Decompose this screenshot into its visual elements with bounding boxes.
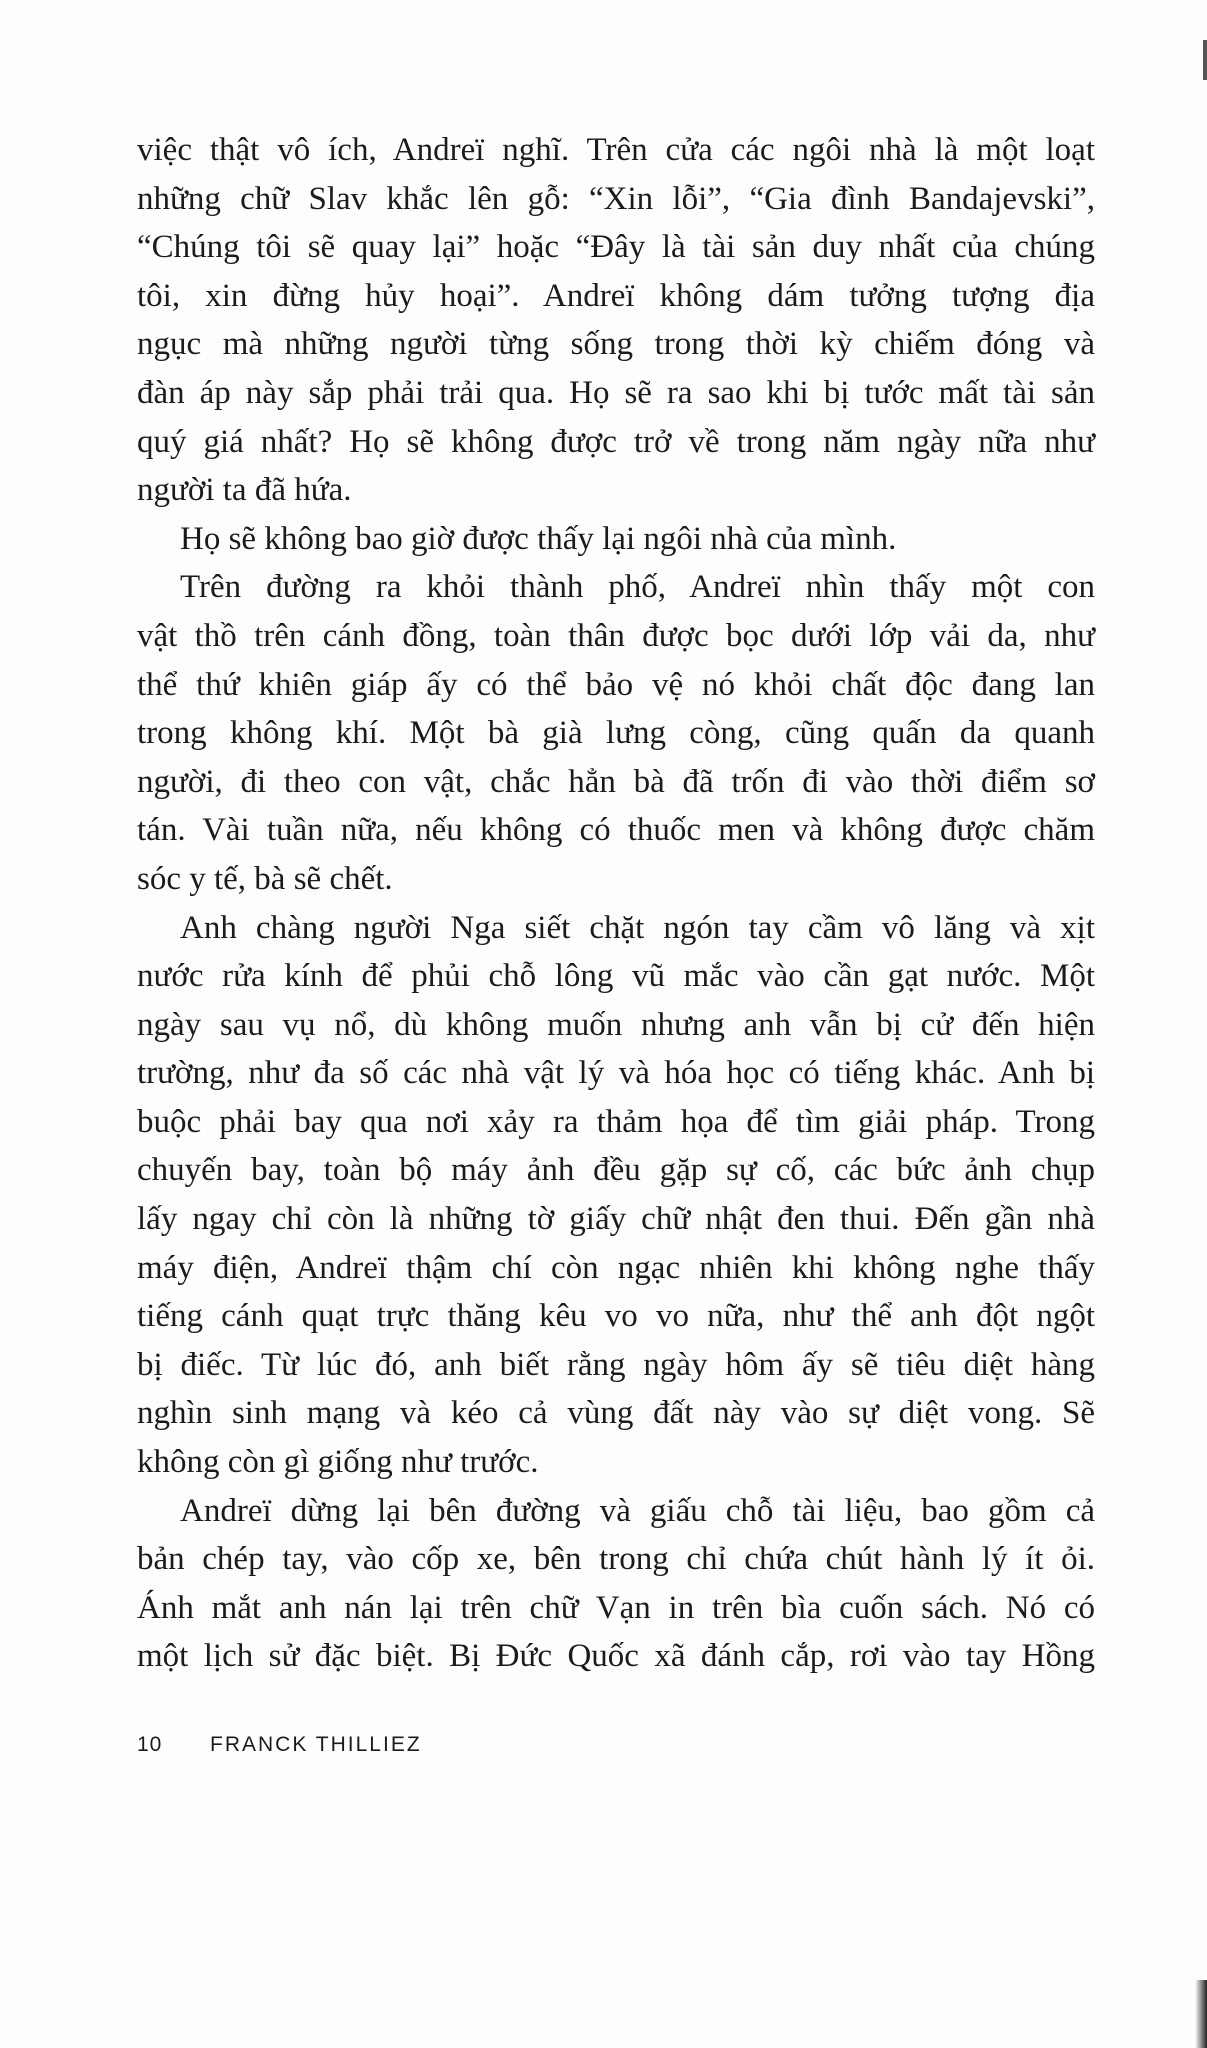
text-line: “Chúng tôi sẽ quay lại” hoặc “Đây là tài sản duy nhất của chúng [137, 229, 1095, 266]
running-author: FRANCK THILLIEZ [210, 1733, 422, 1756]
paragraph [137, 515, 1095, 564]
paragraph [137, 126, 1095, 515]
text-line: Anh chàng người Nga siết chặt ngón tay cầm vô lăng và xịt [180, 909, 1095, 946]
text-line: bản chép tay, vào cốp xe, bên trong chỉ chứa chút hành lý ít ỏi. [137, 1541, 1095, 1578]
page-footer [137, 1733, 422, 1757]
text-line: không còn gì giống như trước. [137, 1444, 539, 1481]
text-line: nước rửa kính để phủi chỗ lông vũ mắc vào cần gạt nước. Một [137, 958, 1095, 995]
text-line: máy điện, Andreï thậm chí còn ngạc nhiên khi không nghe thấy [137, 1249, 1095, 1286]
text-line: tán. Vài tuần nữa, nếu không có thuốc men và không được chăm [137, 812, 1095, 849]
text-line: ngục mà những người từng sống trong thời kỳ chiếm đóng và [137, 326, 1095, 363]
body-text [137, 126, 1095, 1681]
text-line: tiếng cánh quạt trực thăng kêu vo vo nữa, như thể anh đột ngột [137, 1298, 1095, 1335]
text-line: tôi, xin đừng hủy hoại”. Andreï không dám tưởng tượng địa [137, 277, 1095, 314]
text-line: ngày sau vụ nổ, dù không muốn nhưng anh vẫn bị cử đến hiện [137, 1006, 1095, 1043]
page-edge-shadow [1203, 40, 1207, 80]
text-line: nghìn sinh mạng và kéo cả vùng đất này vào sự diệt vong. Sẽ [137, 1395, 1095, 1432]
text-line: bị điếc. Từ lúc đó, anh biết rằng ngày hôm ấy sẽ tiêu diệt hàng [137, 1346, 1095, 1383]
text-line: Họ sẽ không bao giờ được thấy lại ngôi nhà của mình. [180, 520, 897, 557]
text-line: chuyến bay, toàn bộ máy ảnh đều gặp sự cố, các bức ảnh chụp [137, 1152, 1095, 1189]
text-line: thể thứ khiên giáp ấy có thể bảo vệ nó khỏi chất độc đang lan [137, 666, 1095, 703]
text-line: lấy ngay chỉ còn là những tờ giấy chữ nhật đen thui. Đến gần nhà [137, 1201, 1095, 1238]
page-number: 10 [137, 1733, 163, 1756]
text-line: việc thật vô ích, Andreï nghĩ. Trên cửa các ngôi nhà là một loạt [137, 132, 1095, 168]
text-line: buộc phải bay qua nơi xảy ra thảm họa để tìm giải pháp. Trong [137, 1103, 1095, 1140]
text-line: vật thồ trên cánh đồng, toàn thân được bọc dưới lớp vải da, như [137, 617, 1095, 654]
text-line: Ánh mắt anh nán lại trên chữ Vạn in trên bìa cuốn sách. Nó có [137, 1589, 1095, 1626]
text-line: Trên đường ra khỏi thành phố, Andreï nhìn thấy một con [180, 569, 1095, 606]
text-line: Andreï dừng lại bên đường và giấu chỗ tài liệu, bao gồm cả [180, 1492, 1095, 1529]
text-line: quý giá nhất? Họ sẽ không được trở về trong năm ngày nữa như [137, 423, 1095, 460]
paragraph [137, 563, 1095, 903]
text-line: một lịch sử đặc biệt. Bị Đức Quốc xã đánh cắp, rơi vào tay Hồng [137, 1638, 1095, 1675]
paragraph [137, 904, 1095, 1487]
text-line: người, đi theo con vật, chắc hẳn bà đã trốn đi vào thời điểm sơ [137, 763, 1095, 800]
text-line: người ta đã hứa. [137, 472, 352, 509]
text-line: những chữ Slav khắc lên gỗ: “Xin lỗi”, “Gia đình Bandajevski”, [137, 180, 1095, 217]
text-line: trong không khí. Một bà già lưng còng, cũng quấn da quanh [137, 715, 1095, 752]
text-line: đàn áp này sắp phải trải qua. Họ sẽ ra sao khi bị tước mất tài sản [137, 374, 1095, 411]
paragraph [137, 1487, 1095, 1681]
text-line: trường, như đa số các nhà vật lý và hóa học có tiếng khác. Anh bị [137, 1055, 1095, 1092]
text-line: sóc y tế, bà sẽ chết. [137, 860, 393, 897]
page-edge-shadow [1195, 1980, 1207, 2048]
